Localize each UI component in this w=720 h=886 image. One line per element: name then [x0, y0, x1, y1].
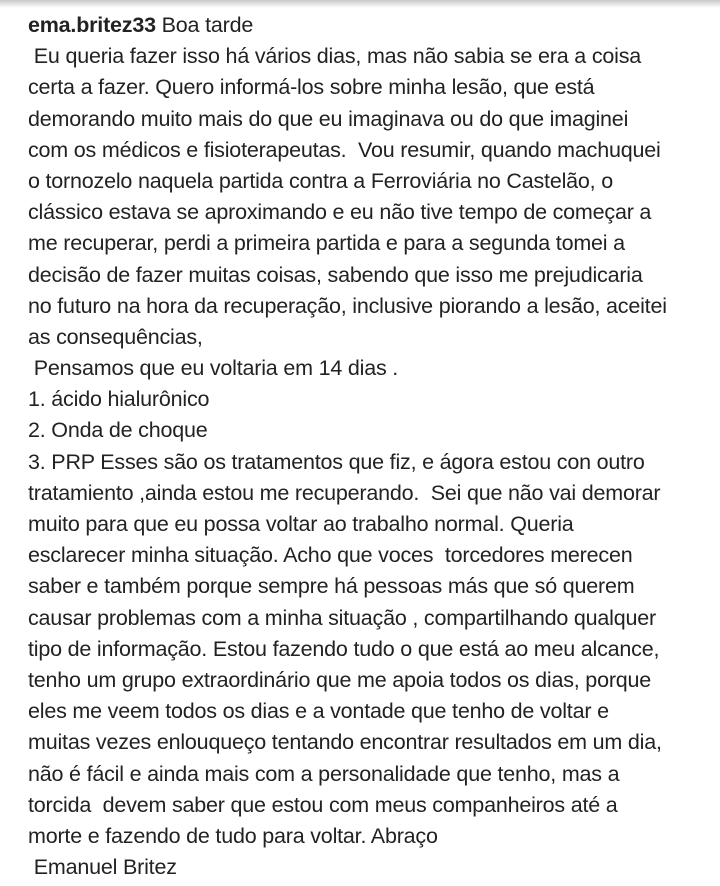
post-caption	[28, 10, 712, 883]
signature-line: Emanuel Britez	[28, 855, 177, 880]
caption-line: decisão de fazer muitas coisas, sabendo que isso me prejudicaria	[28, 262, 643, 287]
caption-list-item: 1. ácido hialurônico	[28, 387, 210, 412]
caption-line: com os médicos e fisioterapeutas. Vou resumir, quando machuquei	[28, 137, 661, 162]
caption-line: morte e fazendo de tudo para voltar. Abraço	[28, 823, 438, 848]
caption-line: causar problemas com a minha situação , compartilhando qualquer	[28, 605, 656, 630]
caption-line: Eu queria fazer isso há vários dias, mas não sabia se era a coisa	[28, 44, 642, 69]
caption-line: saber e também porque sempre há pessoas más que só querem	[28, 574, 635, 599]
caption-line: eles me veem todos os dias e a vontade que tenho de voltar e	[28, 699, 609, 724]
caption-line: certa a fazer. Quero informá-los sobre minha lesão, que está	[28, 75, 595, 100]
caption-line: no futuro na hora da recuperação, inclusive piorando a lesão, aceitei	[28, 293, 667, 318]
caption-line: muito para que eu possa voltar ao trabalho normal. Queria	[28, 512, 574, 536]
caption-line: Pensamos que eu voltaria em 14 dias .	[28, 356, 399, 381]
caption-line: demorando muito mais do que eu imaginava ou do que imaginei	[28, 106, 629, 131]
caption-line: não é fácil e ainda mais com a personalidade que tenho, mas a	[28, 761, 620, 786]
caption-line: tipo de informação. Estou fazendo tudo o que está ao meu alcance,	[28, 636, 660, 661]
caption-line: clássico estava se aproximando e eu não tive tempo de começar a	[28, 200, 652, 225]
caption-list-item: 2. Onda de choque	[28, 418, 208, 443]
caption-line: tratamiento ,ainda estou me recuperando. Sei que não vai demorar	[28, 480, 661, 505]
caption-header-line	[28, 10, 712, 41]
caption-line: muitas vezes enlouqueço tentando encontrar resultados em um dia,	[28, 730, 662, 755]
caption-line: me recuperar, perdi a primeira partida e para a segunda tomei a	[28, 231, 625, 256]
caption-list-item: 3. PRP Esses são os tratamentos que fiz, e ágora estou con outro	[28, 449, 645, 474]
caption-line: esclarecer minha situação. Acho que voces torcedores merecen	[28, 543, 633, 568]
caption-line: tenho um grupo extraordinário que me apoia todos os dias, porque	[28, 667, 652, 692]
username-link[interactable]: ema.britez33	[28, 13, 156, 37]
caption-line: as consequências,	[28, 324, 203, 349]
top-edge-shadow	[0, 0, 720, 8]
caption-line: o tornozelo naquela partida contra a Ferroviária no Castelão, o	[28, 168, 613, 193]
caption-line: torcida devem saber que estou com meus companheiros até a	[28, 792, 618, 817]
greeting-text: Boa tarde	[155, 13, 254, 37]
